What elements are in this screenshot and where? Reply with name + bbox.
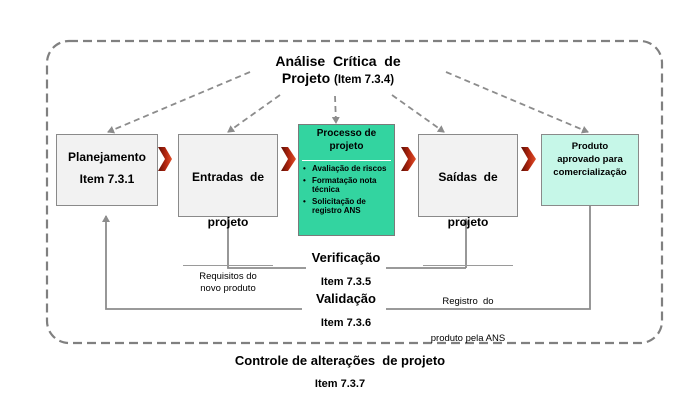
design-inputs-box <box>178 134 278 295</box>
design-review-title-ref: (Item 7.3.4) <box>334 73 395 86</box>
planning-title: Planejamento <box>67 150 147 164</box>
design-inputs-divider <box>183 265 273 266</box>
design-process-list <box>302 160 391 216</box>
change-control-item: Item 7.3.7 <box>314 378 366 390</box>
design-process-body <box>298 158 395 236</box>
design-review-title-project: Projeto <box>281 69 331 86</box>
validation-label: Validação <box>316 291 376 306</box>
design-outputs-box <box>418 134 518 344</box>
design-process-item-note: • Formatação nota técnica <box>302 176 391 195</box>
design-outputs-title <box>419 140 517 260</box>
design-review-title-line1: Análise Crítica de <box>275 53 401 69</box>
design-review-title <box>250 53 426 88</box>
flow-chevron-1 <box>158 147 172 171</box>
approved-product-line3: comercialização <box>553 166 627 178</box>
design-outputs-title-line2: projeto <box>447 215 489 229</box>
verification-item: Item 7.3.5 <box>320 276 372 288</box>
design-process-title-line2: projeto <box>329 140 364 152</box>
design-outputs-sub-line2: produto pela ANS <box>430 332 506 344</box>
approved-product-box <box>541 134 639 206</box>
flow-chevron-4 <box>521 147 536 171</box>
design-review-title-line2 <box>250 70 426 88</box>
design-process-item-registration: • Solicitação de registro ANS <box>302 197 391 216</box>
design-inputs-title-line1: Entradas de <box>191 170 265 184</box>
design-process-item-risk: • Avaliação de riscos <box>302 164 391 174</box>
design-inputs-sub <box>179 271 277 296</box>
validation-item: Item 7.3.6 <box>320 317 372 329</box>
design-inputs-title <box>179 140 277 260</box>
design-process-title-line1: Processo de <box>316 128 377 139</box>
design-process-box <box>298 124 395 236</box>
design-inputs-sub-line2: novo produto <box>200 283 256 295</box>
flow-chevron-2 <box>281 147 296 171</box>
design-outputs-title-line1: Saídas de <box>438 170 498 184</box>
verification-label: Verificação <box>311 250 381 265</box>
planning-item: Item 7.3.1 <box>79 172 135 186</box>
design-inputs-sub-line1: Requisitos do <box>199 271 257 282</box>
planning-box <box>56 134 158 206</box>
design-process-header <box>298 124 395 158</box>
change-control-title: Controle de alterações de projeto <box>234 353 446 368</box>
design-outputs-divider <box>423 265 513 266</box>
flow-chevron-3 <box>401 147 416 171</box>
approved-product-text <box>542 141 638 179</box>
design-inputs-title-line2: projeto <box>207 215 249 229</box>
design-outputs-sub-line1: Registro do <box>442 295 494 307</box>
approved-product-line1: Produto <box>571 141 609 152</box>
approved-product-line2: aprovado para <box>557 153 623 165</box>
